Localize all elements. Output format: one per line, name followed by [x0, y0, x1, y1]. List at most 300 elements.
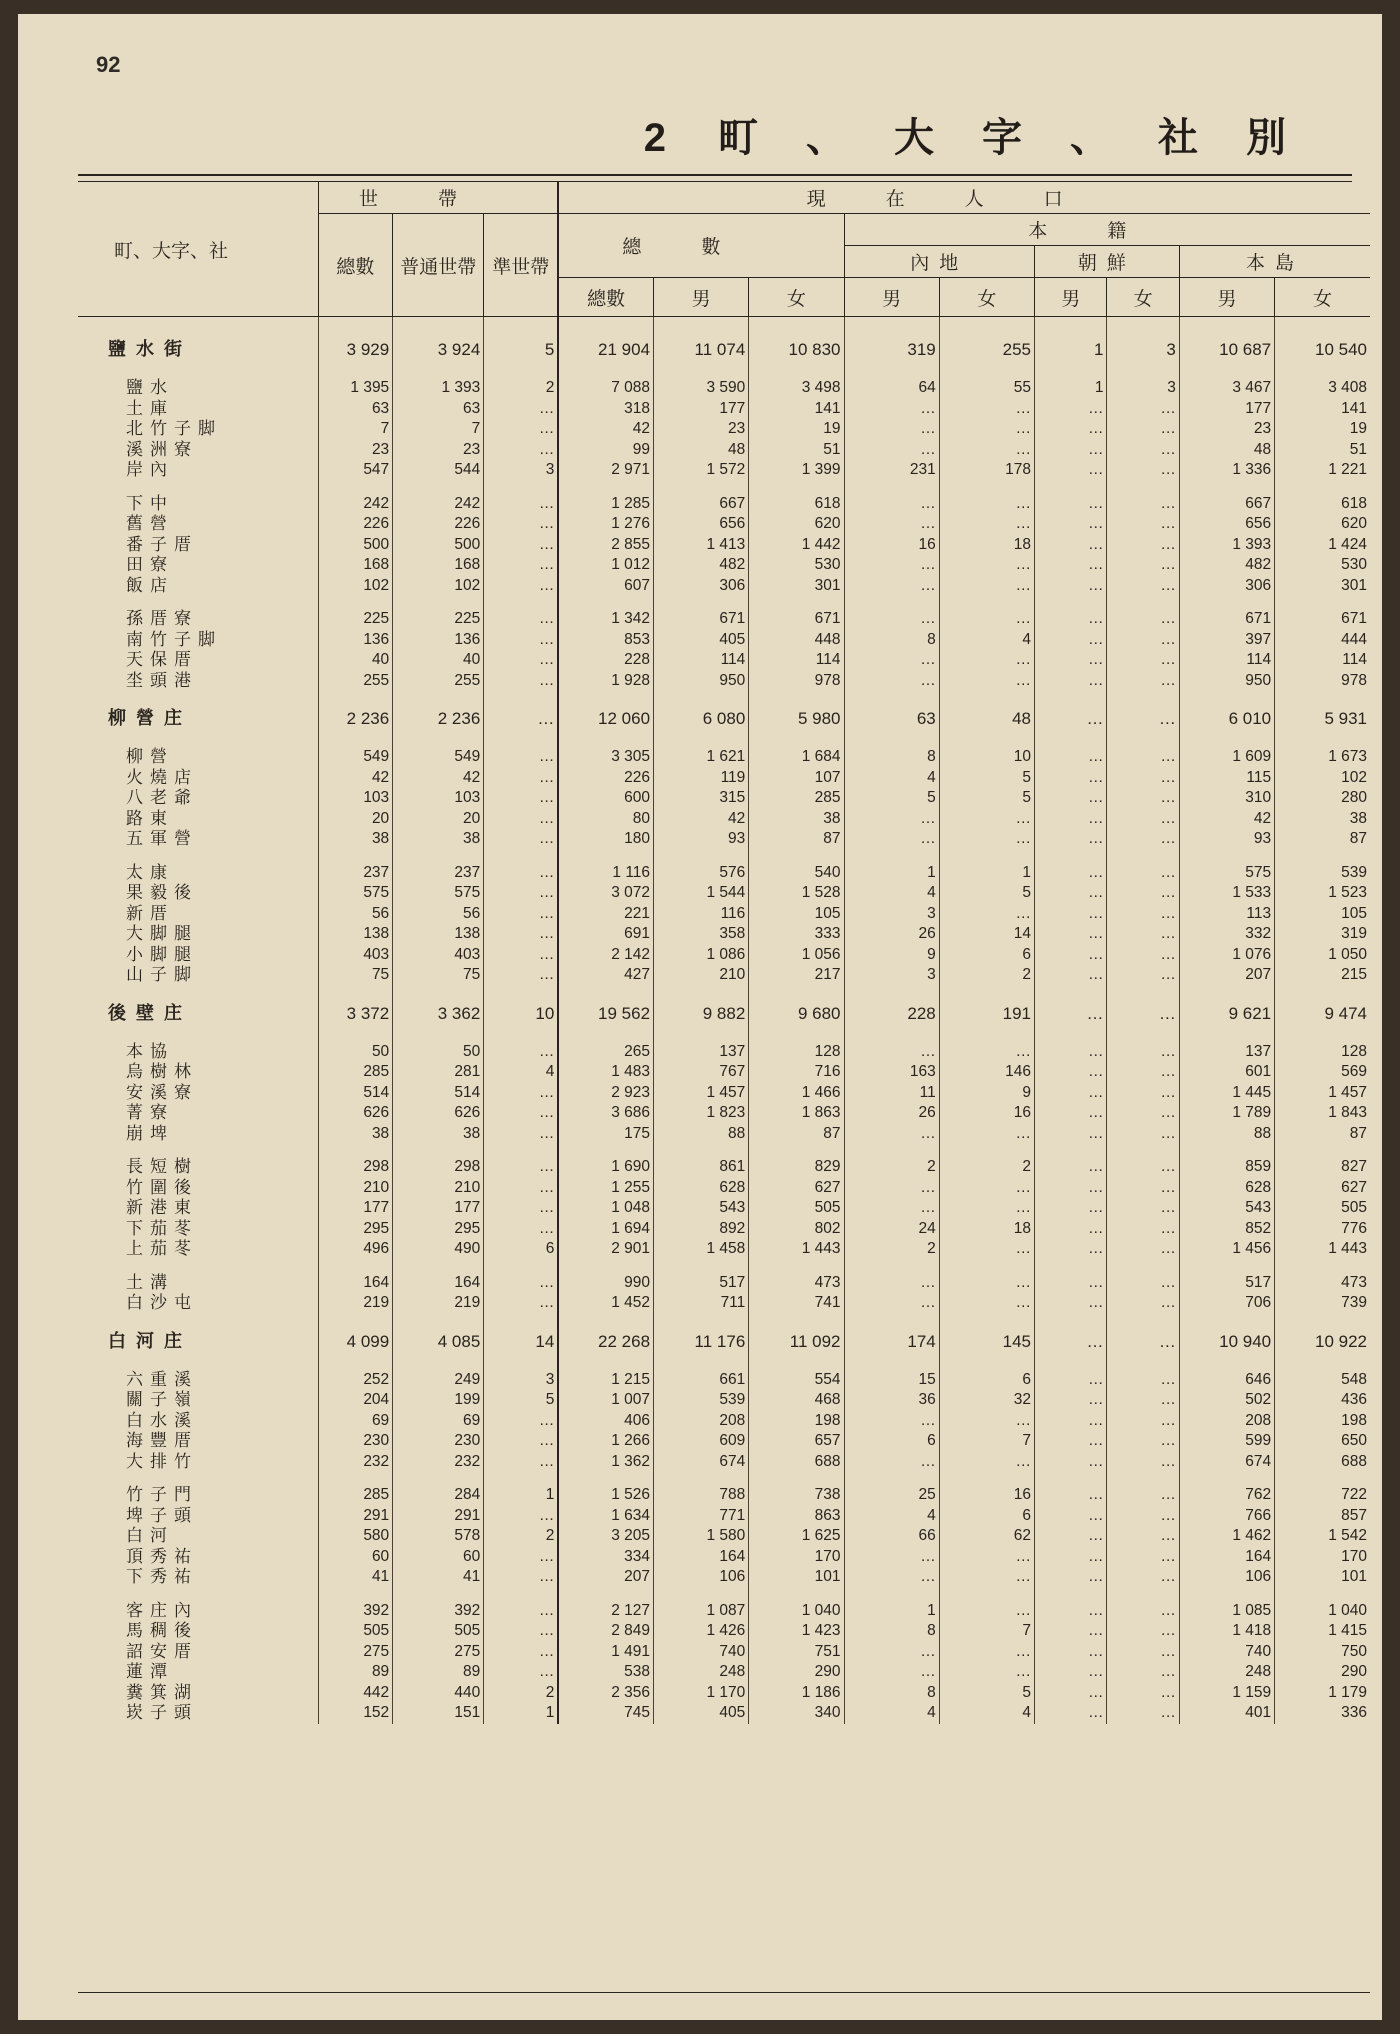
value-cell: … — [1034, 1219, 1106, 1240]
value-cell: 63 — [393, 399, 484, 420]
value-cell: 60 — [393, 1547, 484, 1568]
table-row — [78, 829, 1370, 850]
spacer-row — [78, 1357, 1370, 1370]
value-cell: … — [1034, 460, 1106, 481]
value-cell: 101 — [749, 1567, 844, 1588]
value-cell: … — [844, 1198, 939, 1219]
value-cell: 444 — [1275, 630, 1370, 651]
spacer-cell — [654, 734, 749, 747]
value-cell: 4 — [939, 630, 1034, 651]
spacer-cell — [318, 1588, 393, 1601]
value-cell: 106 — [1179, 1567, 1274, 1588]
value-cell: 10 540 — [1275, 335, 1370, 365]
value-cell: 490 — [393, 1239, 484, 1260]
header-chosen-male: 男 — [1034, 278, 1106, 317]
value-cell: 319 — [844, 335, 939, 365]
spacer-cell — [558, 986, 653, 999]
spacer-cell — [393, 1357, 484, 1370]
spacer-cell — [749, 365, 844, 378]
value-cell: … — [939, 1662, 1034, 1683]
value-cell: 275 — [393, 1642, 484, 1663]
value-cell: 1 362 — [558, 1452, 653, 1473]
value-cell: … — [1107, 863, 1179, 884]
document-page — [18, 14, 1382, 2020]
table-row — [78, 809, 1370, 830]
spacer-cell — [1107, 1260, 1179, 1273]
value-cell: 210 — [393, 1178, 484, 1199]
value-cell: … — [484, 1157, 559, 1178]
value-cell: … — [1034, 1526, 1106, 1547]
value-cell: … — [1107, 1683, 1179, 1704]
spacer-cell — [78, 1314, 318, 1327]
spacer-cell — [393, 734, 484, 747]
spacer-cell — [78, 481, 318, 494]
table-row — [78, 1198, 1370, 1219]
value-cell: 114 — [749, 650, 844, 671]
value-cell: 138 — [393, 924, 484, 945]
place-name-cell: 崩埤 — [126, 1123, 174, 1144]
value-cell: 788 — [654, 1485, 749, 1506]
value-cell: 3 408 — [1275, 378, 1370, 399]
value-cell: 51 — [749, 440, 844, 461]
value-cell: 230 — [318, 1431, 393, 1452]
table-row — [78, 1062, 1370, 1083]
value-cell: … — [1107, 829, 1179, 850]
value-cell: … — [484, 1431, 559, 1452]
value-cell: 42 — [1179, 809, 1274, 830]
value-cell: … — [484, 514, 559, 535]
spacer-cell — [1275, 365, 1370, 378]
value-cell: 105 — [749, 904, 844, 925]
table-row — [78, 440, 1370, 461]
value-cell: … — [939, 494, 1034, 515]
value-cell: … — [844, 494, 939, 515]
value-cell: 215 — [1275, 965, 1370, 986]
value-cell: 674 — [654, 1452, 749, 1473]
place-name-cell: 鹽水 — [126, 378, 174, 398]
value-cell: 177 — [393, 1198, 484, 1219]
spacer-cell — [1179, 1260, 1274, 1273]
value-cell: 978 — [749, 671, 844, 692]
value-cell: 136 — [318, 630, 393, 651]
place-name-cell: 小脚腿 — [126, 944, 198, 965]
value-cell: 51 — [1275, 440, 1370, 461]
value-cell: 242 — [318, 494, 393, 515]
spacer-cell — [939, 691, 1034, 704]
value-cell: … — [1034, 965, 1106, 986]
spacer-cell — [1107, 1357, 1179, 1370]
value-cell: 252 — [318, 1370, 393, 1391]
value-cell: 6 — [939, 1370, 1034, 1391]
value-cell: 319 — [1275, 924, 1370, 945]
value-cell: … — [844, 1452, 939, 1473]
value-cell: … — [484, 1219, 559, 1240]
value-cell: 226 — [393, 514, 484, 535]
value-cell: 852 — [1179, 1219, 1274, 1240]
place-name-cell: 八老爺 — [126, 788, 198, 808]
value-cell: 3 — [484, 460, 559, 481]
spacer-cell — [654, 365, 749, 378]
value-cell: … — [1034, 924, 1106, 945]
value-cell: 1 116 — [558, 863, 653, 884]
value-cell: 1 690 — [558, 1157, 653, 1178]
value-cell: … — [1034, 671, 1106, 692]
value-cell: 26 — [844, 924, 939, 945]
value-cell: 114 — [1275, 650, 1370, 671]
spacer-cell — [1107, 1029, 1179, 1042]
place-name-cell: 長短樹 — [126, 1157, 198, 1177]
table-row — [78, 1103, 1370, 1124]
spacer-cell — [1107, 1588, 1179, 1601]
value-cell: 38 — [393, 829, 484, 850]
value-cell: 42 — [558, 419, 653, 440]
value-cell: 255 — [318, 671, 393, 692]
value-cell: 87 — [1275, 829, 1370, 850]
value-cell: 468 — [749, 1390, 844, 1411]
value-cell: 55 — [939, 378, 1034, 399]
spacer-cell — [484, 1472, 559, 1485]
table-row — [78, 1219, 1370, 1240]
value-cell: 599 — [1179, 1431, 1274, 1452]
value-cell: 136 — [393, 630, 484, 651]
value-cell: 802 — [749, 1219, 844, 1240]
value-cell: 11 176 — [654, 1327, 749, 1357]
value-cell: 403 — [393, 945, 484, 966]
spacer-cell — [749, 1260, 844, 1273]
place-name-cell: 孫厝寮 — [126, 609, 198, 629]
value-cell: 63 — [844, 704, 939, 734]
value-cell: 626 — [318, 1103, 393, 1124]
value-cell: … — [484, 576, 559, 597]
value-cell: 7 — [318, 419, 393, 440]
value-cell: 1 048 — [558, 1198, 653, 1219]
value-cell: 42 — [393, 768, 484, 789]
spacer-cell — [939, 1357, 1034, 1370]
value-cell: 249 — [393, 1370, 484, 1391]
spacer-cell — [749, 1357, 844, 1370]
table-row — [78, 863, 1370, 884]
value-cell: … — [1107, 945, 1179, 966]
table-row — [78, 1083, 1370, 1104]
value-cell: 333 — [749, 924, 844, 945]
table-row — [78, 535, 1370, 556]
spacer-cell — [318, 734, 393, 747]
value-cell: 219 — [318, 1293, 393, 1314]
value-cell: … — [484, 704, 559, 734]
spacer-cell — [1107, 1314, 1179, 1327]
value-cell: … — [484, 1601, 559, 1622]
spacer-cell — [318, 986, 393, 999]
value-cell: 1 087 — [654, 1601, 749, 1622]
value-cell: 145 — [939, 1327, 1034, 1357]
place-name-cell: 土溝 — [126, 1272, 174, 1293]
population-table — [78, 182, 1370, 1724]
spacer-cell — [654, 481, 749, 494]
value-cell: … — [1034, 1703, 1106, 1724]
value-cell: 64 — [844, 378, 939, 399]
value-cell: 248 — [1179, 1662, 1274, 1683]
spacer-cell — [749, 1144, 844, 1157]
value-cell: 543 — [1179, 1198, 1274, 1219]
value-cell: … — [1034, 1431, 1106, 1452]
value-cell: 1 634 — [558, 1506, 653, 1527]
table-row — [78, 1239, 1370, 1260]
value-cell: 152 — [318, 1703, 393, 1724]
place-name-cell: 大排竹 — [126, 1451, 198, 1472]
value-cell: 138 — [318, 924, 393, 945]
spacer-cell — [78, 1357, 318, 1370]
spacer-cell — [1179, 365, 1274, 378]
value-cell: 741 — [749, 1293, 844, 1314]
spacer-cell — [844, 596, 939, 609]
value-cell: … — [844, 1411, 939, 1432]
value-cell: 6 — [939, 1506, 1034, 1527]
value-cell: 60 — [318, 1547, 393, 1568]
place-name-cell: 下秀祐 — [126, 1567, 198, 1587]
place-name-cell: 白河庄 — [108, 1330, 192, 1352]
value-cell: 2 356 — [558, 1683, 653, 1704]
value-cell: … — [484, 883, 559, 904]
value-cell: … — [844, 1547, 939, 1568]
value-cell: … — [1034, 788, 1106, 809]
spacer-cell — [558, 1588, 653, 1601]
place-name-cell: 本協 — [126, 1041, 174, 1062]
value-cell: 1 — [939, 863, 1034, 884]
value-cell: 1 528 — [749, 883, 844, 904]
value-cell: 1 426 — [654, 1621, 749, 1642]
value-cell: … — [1034, 1239, 1106, 1260]
value-cell: … — [1034, 1157, 1106, 1178]
value-cell: 4 — [844, 883, 939, 904]
value-cell: 505 — [318, 1621, 393, 1642]
value-cell: 48 — [939, 704, 1034, 734]
value-cell: 204 — [318, 1390, 393, 1411]
value-cell: 280 — [1275, 788, 1370, 809]
value-cell: 853 — [558, 630, 653, 651]
value-cell: … — [1034, 1103, 1106, 1124]
spacer-cell — [484, 317, 559, 336]
spacer-cell — [78, 734, 318, 747]
value-cell: 1 076 — [1179, 945, 1274, 966]
value-cell: 7 — [393, 419, 484, 440]
header-setai-normal: 普通世帶 — [393, 214, 484, 317]
spacer-cell — [484, 1260, 559, 1273]
spacer-cell — [844, 317, 939, 336]
value-cell: 1 186 — [749, 1683, 844, 1704]
value-cell: 2 — [939, 1157, 1034, 1178]
spacer-cell — [1179, 317, 1274, 336]
spacer-cell — [484, 850, 559, 863]
spacer-cell — [844, 1260, 939, 1273]
value-cell: 93 — [654, 829, 749, 850]
value-cell: 114 — [654, 650, 749, 671]
spacer-cell — [939, 986, 1034, 999]
value-cell: … — [939, 399, 1034, 420]
value-cell: 575 — [1179, 863, 1274, 884]
value-cell: 1 393 — [1179, 535, 1274, 556]
value-cell: 517 — [654, 1273, 749, 1294]
spacer-cell — [939, 850, 1034, 863]
value-cell: 5 — [939, 1683, 1034, 1704]
spacer-cell — [1275, 1260, 1370, 1273]
value-cell: 3 924 — [393, 335, 484, 365]
table-row — [78, 1485, 1370, 1506]
value-cell: 7 — [939, 1431, 1034, 1452]
value-cell: 575 — [393, 883, 484, 904]
value-cell: 5 — [939, 768, 1034, 789]
value-cell: … — [1034, 1506, 1106, 1527]
spacer-row — [78, 596, 1370, 609]
spacer-cell — [318, 691, 393, 704]
value-cell: 10 922 — [1275, 1327, 1370, 1357]
spacer-cell — [558, 317, 653, 336]
value-cell: … — [484, 1042, 559, 1063]
header-naichi-male: 男 — [844, 278, 939, 317]
value-cell: … — [1034, 1662, 1106, 1683]
value-cell: … — [484, 1567, 559, 1588]
value-cell: 3 — [844, 904, 939, 925]
value-cell: 210 — [318, 1178, 393, 1199]
header-setai: 世帶 — [318, 182, 558, 214]
value-cell: 1 179 — [1275, 1683, 1370, 1704]
spacer-cell — [558, 734, 653, 747]
value-cell: … — [484, 788, 559, 809]
value-cell: … — [484, 1506, 559, 1527]
group-row — [78, 704, 1370, 734]
value-cell: … — [484, 965, 559, 986]
value-cell: 482 — [1179, 555, 1274, 576]
value-cell: … — [939, 671, 1034, 692]
value-cell: 219 — [393, 1293, 484, 1314]
spacer-cell — [484, 691, 559, 704]
value-cell: 62 — [939, 1526, 1034, 1547]
value-cell: … — [939, 1293, 1034, 1314]
table-row — [78, 747, 1370, 768]
value-cell: 392 — [393, 1601, 484, 1622]
value-cell: 618 — [1275, 494, 1370, 515]
value-cell: 56 — [393, 904, 484, 925]
value-cell: 102 — [1275, 768, 1370, 789]
spacer-cell — [558, 1260, 653, 1273]
value-cell: 1 863 — [749, 1103, 844, 1124]
value-cell: 2 — [484, 1683, 559, 1704]
place-name-cell: 天保厝 — [126, 650, 198, 670]
spacer-cell — [318, 1314, 393, 1327]
spacer-cell — [1275, 1588, 1370, 1601]
value-cell: … — [939, 514, 1034, 535]
spacer-cell — [318, 1357, 393, 1370]
value-cell: … — [1034, 1601, 1106, 1622]
spacer-cell — [1179, 691, 1274, 704]
value-cell: 48 — [1179, 440, 1274, 461]
value-cell: … — [1107, 440, 1179, 461]
value-cell: 2 — [484, 1526, 559, 1547]
value-cell: 1 424 — [1275, 535, 1370, 556]
value-cell: 285 — [749, 788, 844, 809]
spacer-cell — [78, 691, 318, 704]
value-cell: 9 621 — [1179, 999, 1274, 1029]
spacer-cell — [749, 1588, 844, 1601]
place-name-cell: 山子脚 — [126, 965, 198, 985]
value-cell: … — [1107, 555, 1179, 576]
spacer-cell — [484, 1029, 559, 1042]
table-row — [78, 1411, 1370, 1432]
value-cell: 1 526 — [558, 1485, 653, 1506]
value-cell: 14 — [939, 924, 1034, 945]
place-name-cell: 客庄內 — [126, 1600, 198, 1621]
value-cell: 1 609 — [1179, 747, 1274, 768]
value-cell: 151 — [393, 1703, 484, 1724]
value-cell: … — [1034, 1567, 1106, 1588]
value-cell: … — [1107, 788, 1179, 809]
spacer-cell — [558, 1314, 653, 1327]
table-body — [78, 317, 1370, 1724]
value-cell: 87 — [1275, 1124, 1370, 1145]
table-row — [78, 965, 1370, 986]
spacer-cell — [484, 986, 559, 999]
spacer-cell — [1034, 317, 1106, 336]
spacer-cell — [939, 1144, 1034, 1157]
value-cell: 168 — [318, 555, 393, 576]
value-cell: … — [1034, 650, 1106, 671]
place-name-cell: 海豐厝 — [126, 1431, 198, 1451]
spacer-cell — [1107, 365, 1179, 378]
value-cell: … — [1034, 1390, 1106, 1411]
value-cell: 137 — [1179, 1042, 1274, 1063]
value-cell: 115 — [1179, 768, 1274, 789]
value-cell: 290 — [749, 1662, 844, 1683]
value-cell: 540 — [749, 863, 844, 884]
spacer-cell — [558, 1029, 653, 1042]
value-cell: 87 — [749, 1124, 844, 1145]
value-cell: 500 — [318, 535, 393, 556]
value-cell: 397 — [1179, 630, 1274, 651]
value-cell: 688 — [749, 1452, 844, 1473]
spacer-cell — [1034, 1357, 1106, 1370]
value-cell: … — [484, 399, 559, 420]
value-cell: 75 — [393, 965, 484, 986]
value-cell: 1 533 — [1179, 883, 1274, 904]
value-cell: 5 931 — [1275, 704, 1370, 734]
value-cell: 751 — [749, 1642, 844, 1663]
value-cell: … — [1107, 1431, 1179, 1452]
spacer-cell — [939, 1472, 1034, 1485]
spacer-cell — [654, 1144, 749, 1157]
spacer-cell — [393, 1144, 484, 1157]
value-cell: 667 — [654, 494, 749, 515]
value-cell: 10 687 — [1179, 335, 1274, 365]
place-name-cell: 菁寮 — [126, 1103, 174, 1123]
value-cell: … — [484, 904, 559, 925]
value-cell: 221 — [558, 904, 653, 925]
value-cell: … — [844, 1178, 939, 1199]
value-cell: 3 467 — [1179, 378, 1274, 399]
place-name-cell: 關子嶺 — [126, 1390, 198, 1410]
value-cell: … — [484, 419, 559, 440]
table-row — [78, 1662, 1370, 1683]
table-row — [78, 768, 1370, 789]
spacer-cell — [484, 596, 559, 609]
spacer-cell — [939, 1260, 1034, 1273]
value-cell: 861 — [654, 1157, 749, 1178]
value-cell: 113 — [1179, 904, 1274, 925]
value-cell: … — [939, 1601, 1034, 1622]
value-cell: 340 — [749, 1703, 844, 1724]
place-name-cell: 岸內 — [126, 460, 174, 480]
value-cell: 3 362 — [393, 999, 484, 1029]
value-cell: 38 — [318, 829, 393, 850]
value-cell: … — [1107, 704, 1179, 734]
